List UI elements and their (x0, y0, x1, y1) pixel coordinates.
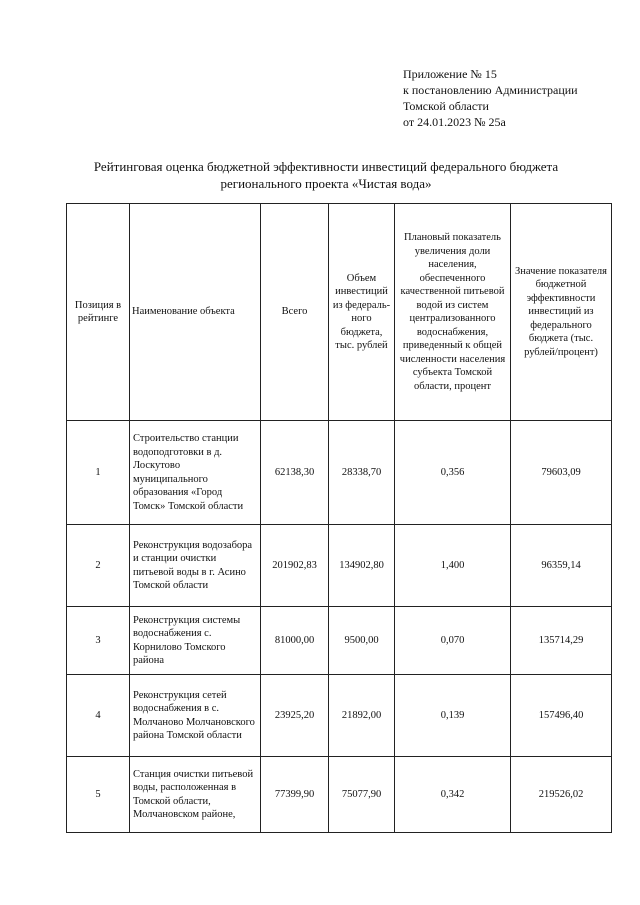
cell-total: 23925,20 (261, 675, 329, 757)
cell-federal: 134902,80 (329, 525, 395, 607)
table-row (67, 757, 612, 833)
table-header-row (67, 204, 612, 421)
cell-name: Реконструкция водозабора и станции очистки питьевой воды в г. Асино Томской области (130, 525, 261, 607)
cell-position: 2 (67, 525, 130, 607)
cell-efficiency: 79603,09 (511, 421, 612, 525)
cell-federal: 21892,00 (329, 675, 395, 757)
cell-total: 81000,00 (261, 607, 329, 675)
table-row (67, 421, 612, 525)
cell-indicator: 0,139 (395, 675, 511, 757)
cell-indicator: 0,342 (395, 757, 511, 833)
cell-federal: 28338,70 (329, 421, 395, 525)
document-title (40, 158, 612, 192)
title-line: Рейтинговая оценка бюджетной эффективности инвестиций федерального бюджета (93, 159, 559, 174)
cell-efficiency: 157496,40 (511, 675, 612, 757)
appendix-line: к постановлению Администрации (403, 83, 578, 97)
cell-total: 201902,83 (261, 525, 329, 607)
cell-total: 77399,90 (261, 757, 329, 833)
header-federal: Объем инвестиций из федераль-ного бюджета, тыс. рублей (329, 204, 395, 421)
header-total: Всего (261, 204, 329, 421)
header-efficiency: Значение показателя бюджетной эффективности инвестиций из федерального бюджета (тыс. рублей/процент) (511, 204, 612, 421)
title-line: регионального проекта «Чистая вода» (220, 176, 432, 191)
cell-indicator: 0,070 (395, 607, 511, 675)
appendix-line: Томской области (403, 99, 489, 113)
cell-indicator: 0,356 (395, 421, 511, 525)
cell-position: 5 (67, 757, 130, 833)
header-name: Наименование объекта (130, 204, 261, 421)
rating-table (66, 203, 612, 833)
cell-efficiency: 219526,02 (511, 757, 612, 833)
cell-name: Реконструкция системы водоснабжения с. Корнилово Томского района (130, 607, 261, 675)
header-position: Позиция в рейтинге (67, 204, 130, 421)
cell-name: Реконструкция сетей водоснабжения в с. Молчаново Молчановского района Томской области (130, 675, 261, 757)
cell-total: 62138,30 (261, 421, 329, 525)
cell-position: 1 (67, 421, 130, 525)
table-row (67, 607, 612, 675)
header-indicator: Плановый показатель увеличения доли населения, обеспеченного качественной питьевой водой из систем централизованного водоснабжения, приведенный к общей численности населения субъекта Томской области, процент (395, 204, 511, 421)
cell-position: 3 (67, 607, 130, 675)
appendix-line: Приложение № 15 (403, 67, 497, 81)
cell-name: Станция очистки питьевой воды, расположенная в Томской области, Молчановском районе, (130, 757, 261, 833)
cell-name: Строительство станции водоподготовки в д. Лоскутово муниципального образования «Город Томск» Томской области (130, 421, 261, 525)
cell-federal: 75077,90 (329, 757, 395, 833)
cell-position: 4 (67, 675, 130, 757)
table-row (67, 675, 612, 757)
cell-efficiency: 96359,14 (511, 525, 612, 607)
cell-efficiency: 135714,29 (511, 607, 612, 675)
appendix-block (403, 66, 578, 130)
appendix-line: от 24.01.2023 № 25а (403, 115, 506, 129)
cell-federal: 9500,00 (329, 607, 395, 675)
cell-indicator: 1,400 (395, 525, 511, 607)
table-row (67, 525, 612, 607)
